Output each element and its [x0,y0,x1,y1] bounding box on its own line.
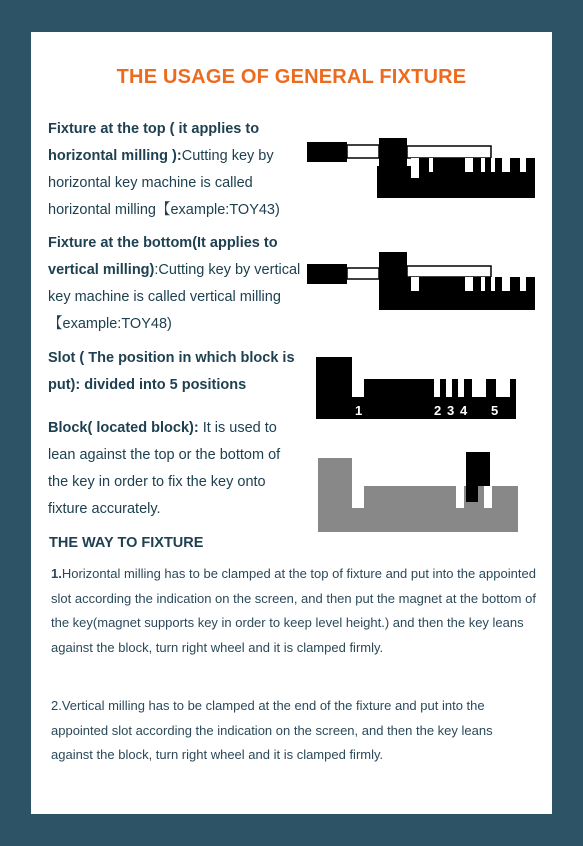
section-heading: Block( located block): [48,420,199,436]
step-text: Horizontal milling has to be clamped at the top of fixture and put into the appointed slot according the indication on the screen, and then put the magnet at the bottom of the key(magnet supports key in order to keep level height.) and then the key leans against the block, turn right wheel and it is clamped firmly. [51,566,536,655]
way-to-fixture-heading: THE WAY TO FIXTURE [49,535,204,551]
step-text: 2.Vertical milling has to be clamped at the end of the fixture and put into the appointed slot according the indication on the screen, and then the key leans against the block, turn right wheel and it is clamped firmly. [51,698,493,762]
slot-positions-diagram [316,357,516,419]
section-heading: Fixture at the bottom(It applies to vertical milling) [48,235,278,278]
locating-block-diagram [318,452,518,532]
page-title: THE USAGE OF GENERAL FIXTURE [116,66,467,88]
section-top-fixture [48,116,303,224]
slot-label: 5 [491,403,499,418]
slot-label: 1 [355,403,363,418]
section-heading: Fixture at the top ( it applies to horizontal milling ): [48,121,260,164]
step-1 [51,562,538,660]
section-text: It is used to lean against the top or the bottom of the key in order to fix the key onto fixture accurately. [48,420,281,517]
slot-label: 3 [447,403,455,418]
step-2 [51,694,538,768]
section-bottom-fixture [48,230,303,338]
section-text: Cutting key by horizontal key machine is called horizontal milling【example:TOY43) [48,148,280,218]
vertical-milling-diagram [307,252,537,312]
section-heading: Slot ( The position in which block is put): divided into 5 positions [48,350,295,393]
section-text: :Cutting key by vertical key machine is called vertical milling【example:TOY48) [48,262,301,332]
slot-label: 4 [460,403,468,418]
instruction-card [31,32,552,814]
step-number: 1. [51,566,62,581]
section-slot [48,345,303,399]
horizontal-milling-diagram [307,138,537,200]
section-block [48,415,303,523]
slot-label: 2 [434,403,442,418]
